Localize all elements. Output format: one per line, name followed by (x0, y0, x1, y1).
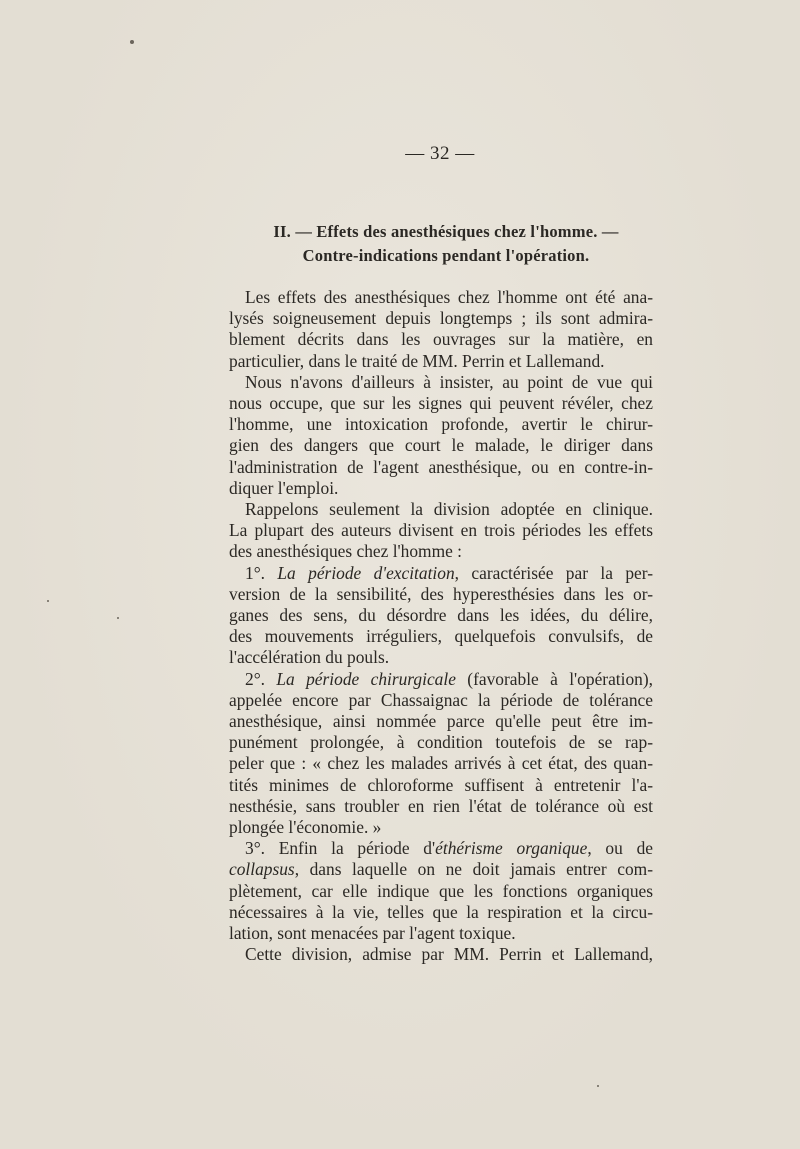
text-line-content: Cette division, admise par MM. Perrin et Lallemand, (245, 944, 653, 965)
text-line (229, 647, 653, 668)
text-line-content: diquer l'emploi. (229, 477, 339, 498)
italic-term: collapsus (229, 859, 295, 880)
text-line (229, 690, 653, 711)
section-heading-line-2: Contre-indications pendant l'opération. (302, 246, 590, 265)
text-line-content: particulier, dans le traité de MM. Perrin et Lallemand. (229, 350, 605, 371)
text-line-content: lation, sont menacées par l'agent toxique. (229, 923, 516, 944)
paper-speck (130, 40, 134, 44)
text-line-prefix: 1°. (245, 562, 278, 583)
text-line-content: l'administration de l'agent anesthésique, ou en contre-in- (229, 456, 653, 477)
text-line-content: des mouvements irréguliers, quelquefois convulsifs, de (229, 626, 653, 647)
text-line (229, 838, 653, 859)
paper-speck (117, 617, 119, 619)
text-line (229, 435, 653, 456)
text-line-suffix: (favorable à l'opération), (455, 668, 653, 689)
text-line-suffix: , dans laquelle on ne doit jamais entrer com- (294, 859, 653, 880)
page-number: — 32 — (405, 143, 475, 164)
text-line (229, 732, 653, 753)
text-line-content: l'accélération du pouls. (229, 647, 390, 668)
text-line-content: Rappelons seulement la division adoptée en clinique. (245, 499, 653, 520)
text-line-content: version de la sensibilité, des hyperesthésies dans les or- (229, 583, 653, 604)
body-text (229, 287, 653, 966)
text-line (229, 287, 653, 308)
text-line-content: blement décrits dans les ouvrages sur la matière, en (229, 329, 653, 350)
text-line (229, 584, 653, 605)
text-line (229, 753, 653, 774)
text-line (229, 775, 653, 796)
text-line-content: plètement, car elle indique que les fonctions organiques (229, 880, 653, 901)
text-line-suffix: , caractérisée par la per- (454, 562, 653, 583)
text-line (229, 711, 653, 732)
text-line (229, 414, 653, 435)
text-line-content: nesthésie, sans troubler en rien l'état de tolérance où est (229, 795, 653, 816)
section-heading-line-1: II. — Effets des anesthésiques chez l'homme. — (273, 222, 619, 241)
text-line-content: nécessaires à la vie, telles que la respiration et la circu- (229, 901, 653, 922)
text-line (229, 520, 653, 541)
text-line-content: punément prolongée, à condition toutefois de se rap- (229, 732, 653, 753)
text-line (229, 329, 653, 350)
text-line-content: gien des dangers que court le malade, le diriger dans (229, 435, 653, 456)
italic-term: éthérisme organique (435, 838, 588, 859)
text-line-content: plongée l'économie. » (229, 817, 382, 838)
text-line-content: peler que : « chez les malades arrivés à cet état, des quan- (229, 753, 653, 774)
text-line-content: anesthésique, ainsi nommée parce qu'elle peut être im- (229, 711, 653, 732)
text-line (229, 563, 653, 584)
text-line (229, 796, 653, 817)
italic-term: La période chirurgicale (276, 668, 456, 689)
text-line (229, 308, 653, 329)
text-line-content: nous occupe, que sur les signes qui peuvent révéler, chez (229, 393, 653, 414)
italic-term: La période d'excitation (277, 562, 455, 583)
text-line-content: tités minimes de chloroforme suffisent à entretenir l'a- (229, 774, 653, 795)
text-line-content: l'homme, une intoxication profonde, avertir le chirur- (229, 414, 653, 435)
text-line (229, 923, 653, 944)
text-line-content: ganes des sens, du désordre dans les idées, du délire, (229, 605, 653, 626)
text-line (229, 393, 653, 414)
text-line-content: appelée encore par Chassaignac la période de tolérance (229, 689, 653, 710)
text-line (229, 902, 653, 923)
text-line-content: des anesthésiques chez l'homme : (229, 541, 463, 562)
text-line (229, 859, 653, 880)
text-line-content: Les effets des anesthésiques chez l'homme ont été ana- (245, 287, 653, 307)
text-line (229, 478, 653, 499)
text-line-prefix: 3°. Enfin la période d' (245, 838, 436, 859)
text-line-content: Nous n'avons d'ailleurs à insister, au point de vue qui (245, 371, 653, 392)
text-line (229, 541, 653, 562)
text-line (229, 457, 653, 478)
text-line (229, 881, 653, 902)
text-line (229, 351, 653, 372)
text-line-prefix: 2°. (245, 668, 277, 689)
text-line (229, 605, 653, 626)
text-line-suffix: , ou de (587, 838, 653, 859)
text-line (229, 817, 653, 838)
text-line (229, 626, 653, 647)
text-line-content: lysés soigneusement depuis longtemps ; ils sont admira- (229, 308, 653, 329)
paper-speck (47, 600, 49, 602)
section-heading (228, 220, 664, 268)
text-line (229, 499, 653, 520)
text-line (229, 669, 653, 690)
paper-speck (597, 1085, 599, 1087)
text-line-content: La plupart des auteurs divisent en trois périodes les effets (229, 520, 653, 541)
text-line (229, 944, 653, 965)
text-line (229, 372, 653, 393)
